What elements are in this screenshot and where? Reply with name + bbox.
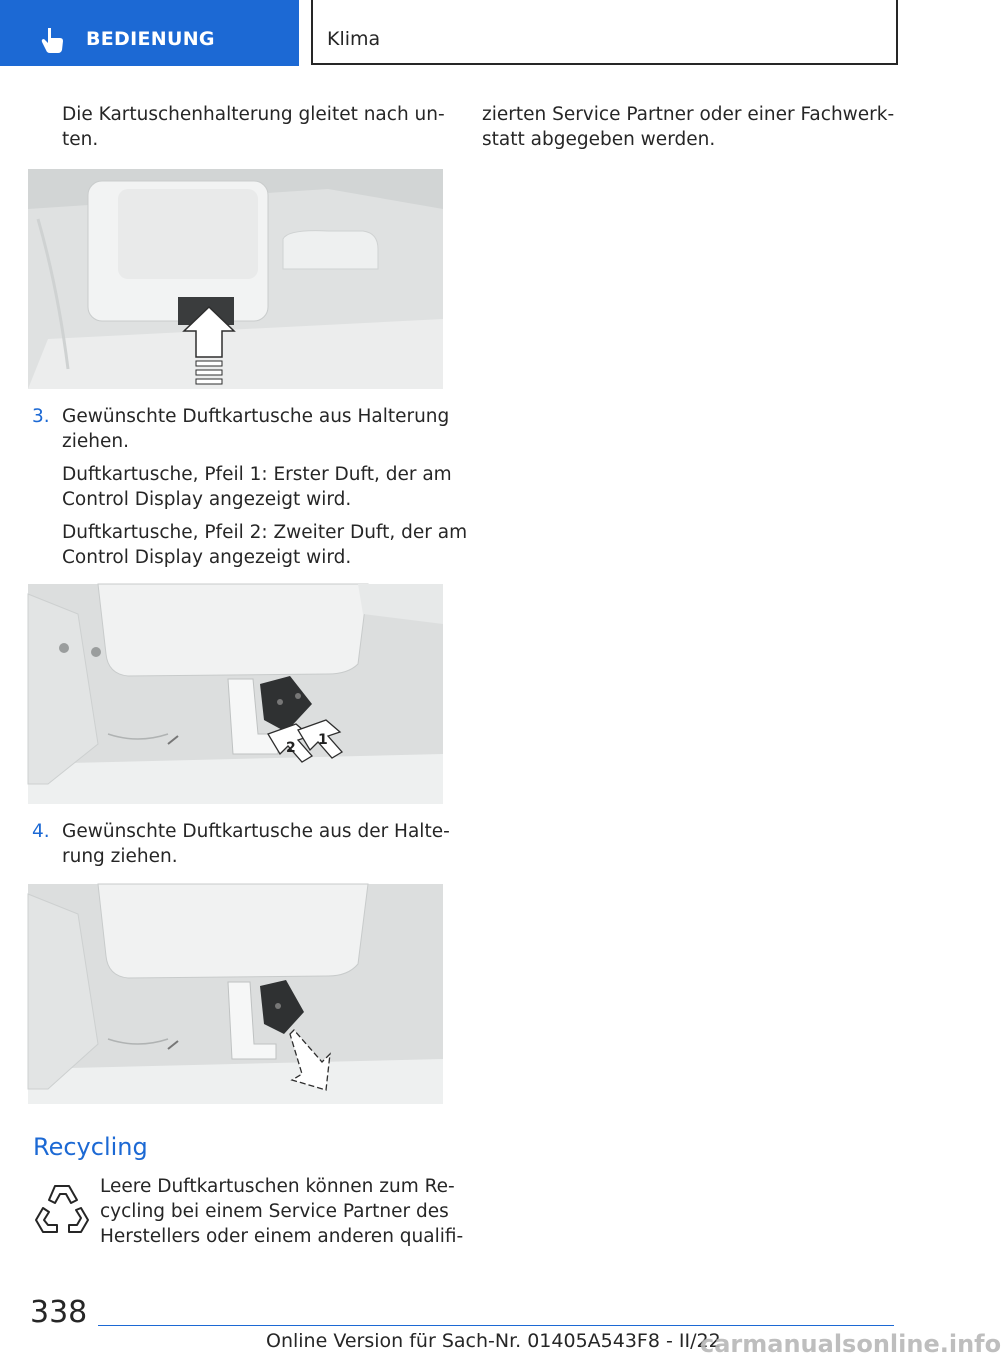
step-3-line-1: Gewünschte Duftkartusche aus Halterung <box>62 406 450 427</box>
figure-cartridge-holder-sliding-down <box>28 169 443 389</box>
arrow-label-2: 2 <box>286 740 296 756</box>
intro-line-2: ten. <box>62 129 99 150</box>
step-number-4: 4. <box>32 821 50 842</box>
step-3-note-1-line-2: Control Display angezeigt wird. <box>62 489 352 510</box>
step-3-note-2-line-1: Duftkartusche, Pfeil 2: Zweiter Duft, der am <box>62 522 468 543</box>
watermark: carmanualsonline.info <box>700 1330 1001 1358</box>
step-3-note-1-line-1: Duftkartusche, Pfeil 1: Erster Duft, der am <box>62 464 452 485</box>
step-4-line-1: Gewünschte Duftkartusche aus der Halte- <box>62 821 450 842</box>
recycling-icon <box>33 1178 91 1236</box>
recycling-heading: Recycling <box>33 1133 148 1161</box>
page-number: 338 <box>30 1295 88 1330</box>
section-tab <box>0 0 299 66</box>
section-title: BEDIENUNG <box>86 28 215 50</box>
right-column-line-1: zierten Service Partner oder einer Fachwerk- <box>482 104 895 125</box>
recycling-line-1: Leere Duftkartuschen können zum Re- <box>100 1176 455 1197</box>
arrow-label-1: 1 <box>318 732 328 748</box>
footer-divider <box>98 1325 894 1326</box>
figure-cartridge-removal <box>28 884 443 1104</box>
footer-version: Online Version für Sach-Nr. 01405A543F8 - II/22 <box>266 1330 721 1352</box>
recycling-line-2: cycling bei einem Service Partner des <box>100 1201 449 1222</box>
recycling-line-3: Herstellers oder einem anderen qualifi- <box>100 1226 464 1247</box>
intro-line-1: Die Kartuschenhalterung gleitet nach un- <box>62 104 445 125</box>
figure-cartridge-selection <box>28 584 443 804</box>
step-3-line-2: ziehen. <box>62 431 129 452</box>
chapter-title: Klima <box>327 28 381 50</box>
step-3-note-2-line-2: Control Display angezeigt wird. <box>62 547 352 568</box>
pointing-hand-icon <box>38 26 66 54</box>
step-4-line-2: rung ziehen. <box>62 846 178 867</box>
step-number-3: 3. <box>32 406 50 427</box>
chapter-header <box>311 0 898 65</box>
right-column-line-2: statt abgegeben werden. <box>482 129 716 150</box>
